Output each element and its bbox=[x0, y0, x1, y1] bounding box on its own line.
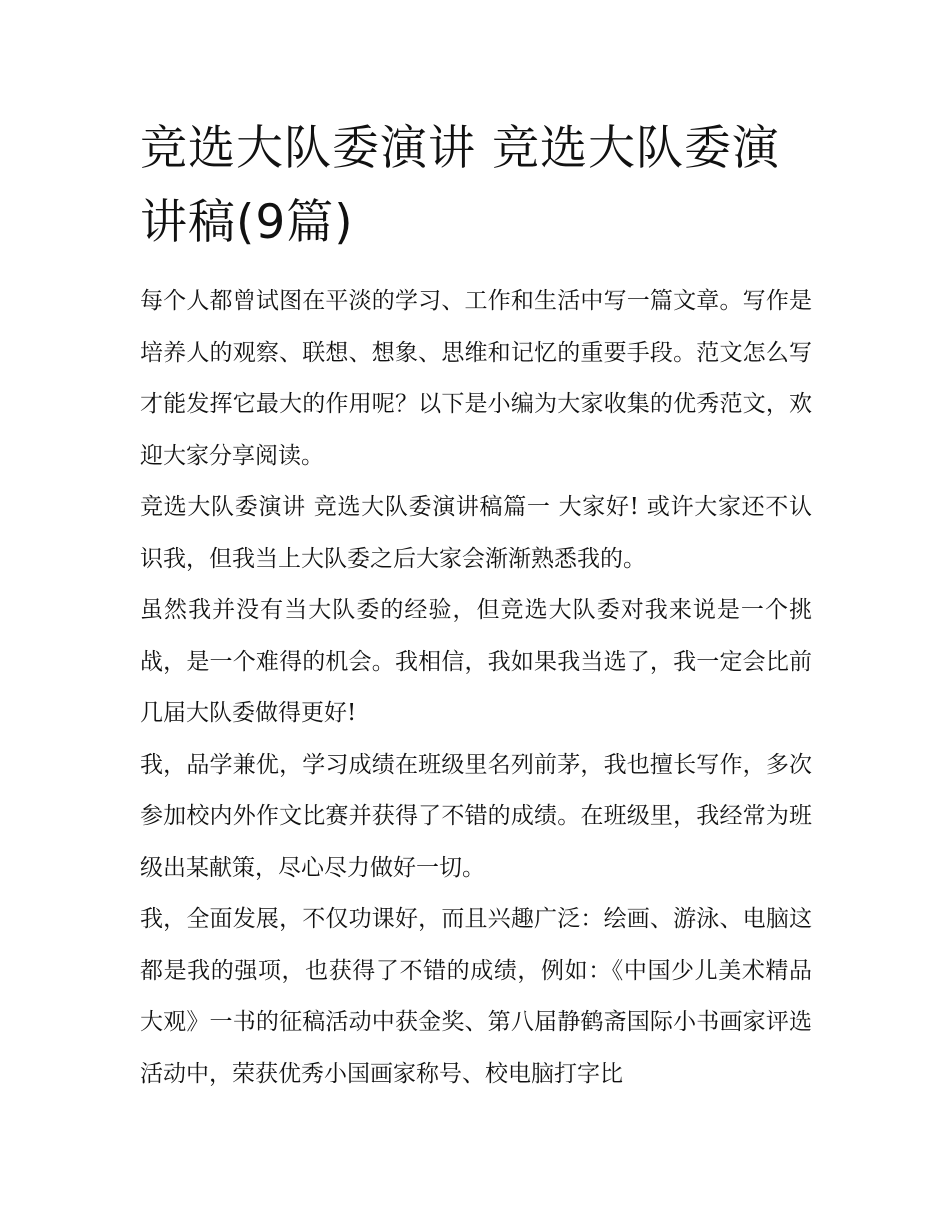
document-page bbox=[140, 112, 812, 1100]
paragraph-interests: 我，全面发展，不仅功课好，而且兴趣广泛：绘画、游泳、电脑这都是我的强项，也获得了不错的成绩，例如：《中国少儿美术精品大观》一书的征稿活动中获金奖、第八届静鹤斋国际小书画家评选活动中，荣获优秀小国画家称号、校电脑打字比 bbox=[140, 906, 812, 1087]
paragraph-greeting: 竞选大队委演讲 竞选大队委演讲稿篇一 大家好! 或许大家还不认识我，但我当上大队委之后大家会渐渐熟悉我的。 bbox=[140, 494, 812, 572]
paragraph-intro: 每个人都曾试图在平淡的学习、工作和生活中写一篇文章。写作是培养人的观察、联想、想象、思维和记忆的重要手段。范文怎么写才能发挥它最大的作用呢？以下是小编为大家收集的优秀范文，欢迎大家分享阅读。 bbox=[140, 288, 812, 469]
document-title: 竞选大队委演讲 竞选大队委演讲稿(9篇) bbox=[140, 121, 780, 250]
paragraph-challenge: 虽然我并没有当大队委的经验，但竞选大队委对我来说是一个挑战，是一个难得的机会。我相信，我如果我当选了，我一定会比前几届大队委做得更好! bbox=[140, 597, 812, 726]
paragraph-academics: 我，品学兼优，学习成绩在班级里名列前茅，我也擅长写作，多次参加校内外作文比赛并获得了不错的成绩。在班级里，我经常为班级出某献策，尽心尽力做好一切。 bbox=[140, 751, 812, 881]
document-body bbox=[140, 276, 812, 1100]
